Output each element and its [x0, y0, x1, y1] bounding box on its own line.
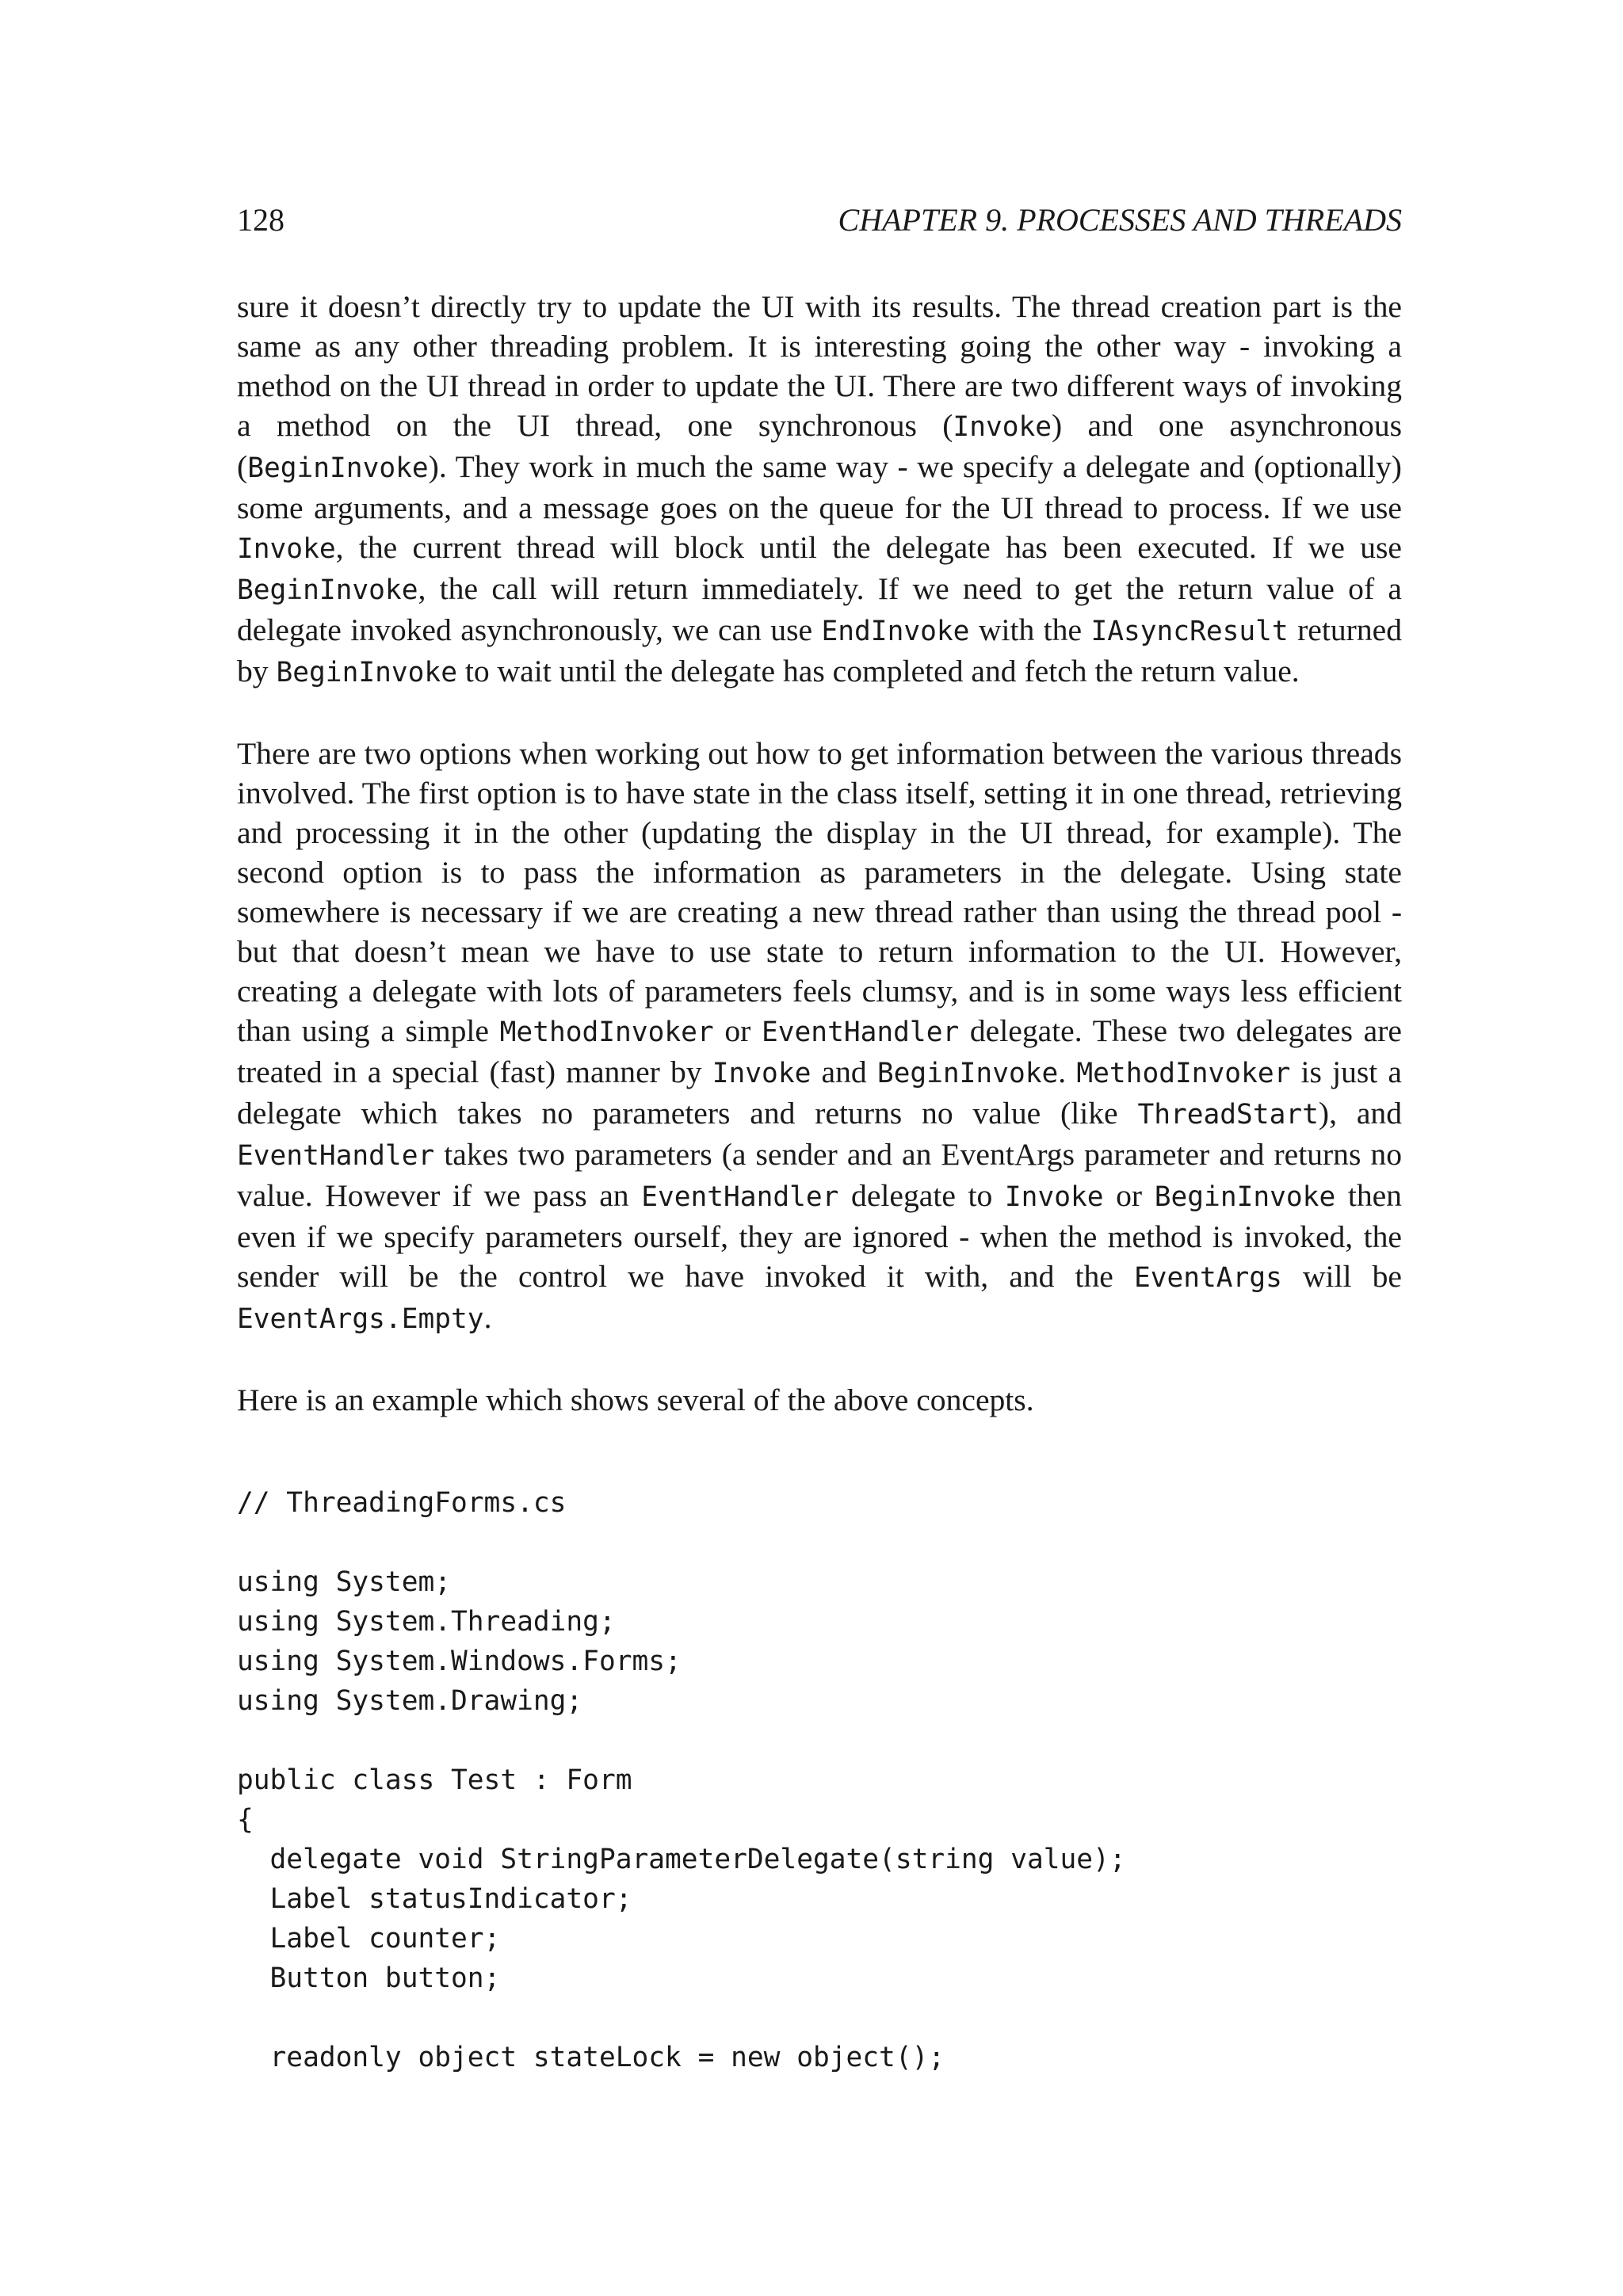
page-number: 128	[237, 202, 285, 238]
text-run: and	[811, 1055, 877, 1089]
document-page	[237, 0, 1402, 2296]
text-run: with the	[969, 612, 1091, 647]
inline-code: BeginInvoke	[276, 657, 457, 688]
text-run: ). They work in much the same way - we specify a delegate and (optionally) some arguments, and a message goes on the queue for the UI thread to process. If we use	[237, 449, 1402, 525]
code-line: using System.Threading;	[237, 1606, 616, 1638]
text-run: delegate. These two delegates are treated in a special (fast) manner by	[237, 1013, 1402, 1089]
code-line: Label counter;	[237, 1923, 501, 1955]
text-run: then even if we specify parameters ourself, they are ignored - when the method is invoked, the sender will be the control we have invoked it with, and the	[237, 1178, 1402, 1294]
text-run: ), and	[1318, 1096, 1402, 1131]
inline-code: IAsyncResult	[1090, 616, 1289, 647]
inline-code: EventArgs.Empty	[237, 1303, 484, 1335]
text-run: delegate to	[838, 1178, 1005, 1213]
code-line: using System.Windows.Forms;	[237, 1646, 682, 1677]
inline-code: EventArgs	[1133, 1262, 1282, 1294]
inline-code: BeginInvoke	[247, 452, 429, 484]
code-line: Button button;	[237, 1962, 501, 1994]
code-line: readonly object stateLock = new object();	[237, 2042, 945, 2073]
inline-code: BeginInvoke	[1154, 1181, 1336, 1213]
code-line: // ThreadingForms.cs	[237, 1487, 567, 1519]
code-line: Label statusIndicator;	[237, 1883, 632, 1915]
text-run: is just a delegate which takes no parameters and returns no value (like	[237, 1055, 1402, 1131]
code-line: using System;	[237, 1566, 452, 1598]
inline-code: MethodInvoker	[1076, 1058, 1291, 1089]
text-run: will be	[1281, 1259, 1402, 1294]
text-run: Here is an example which shows several of the above concepts.	[237, 1383, 1034, 1417]
inline-code: EventHandler	[641, 1181, 839, 1213]
text-run: , the call will return immediately. If we need to get the return value of a delegate invoked asynchronously, we can use	[237, 571, 1402, 647]
text-run: takes two parameters (a sender and an EventArgs parameter and returns no value. However if we pass an	[237, 1137, 1402, 1213]
code-line: public class Test : Form	[237, 1764, 632, 1796]
inline-code: EventHandler	[237, 1140, 435, 1172]
code-line	[237, 1998, 1402, 2038]
code-line	[237, 1523, 1402, 1562]
text-run: or	[713, 1013, 762, 1048]
code-listing	[237, 1483, 1402, 2077]
inline-code: EndInvoke	[821, 616, 970, 647]
inline-code: MethodInvoker	[499, 1016, 714, 1048]
paragraph-example-intro	[237, 1380, 1402, 1420]
inline-code: Invoke	[712, 1058, 812, 1089]
text-run: , the current thread will block until the delegate has been executed. If we use	[335, 530, 1402, 565]
text-run: .	[1058, 1055, 1077, 1089]
inline-code: Invoke	[953, 411, 1052, 443]
code-line: using System.Drawing;	[237, 1685, 583, 1717]
code-line: delegate void StringParameterDelegate(string value);	[237, 1844, 1126, 1875]
paragraph-threading-ui	[237, 287, 1402, 692]
code-line: {	[237, 1804, 254, 1836]
text-run: to wait until the delegate has completed and fetch the return value.	[456, 654, 1300, 688]
inline-code: EventHandler	[761, 1016, 960, 1048]
inline-code: ThreadStart	[1137, 1099, 1319, 1131]
paragraph-state-options	[237, 734, 1402, 1339]
inline-code: Invoke	[237, 533, 336, 565]
inline-code: Invoke	[1004, 1181, 1104, 1213]
text-run: .	[483, 1300, 492, 1335]
text-run: or	[1103, 1178, 1155, 1213]
text-run: sure it doesn’t directly try to update the UI with its results. The thread creation part is the same as any other threading problem. It is interesting going the other way - invoking a method on the UI thread in order to update the UI. There are two different ways of invoking a method on the UI thread, one synchronous (	[237, 289, 1402, 443]
running-header	[237, 198, 1402, 242]
text-run: returned by	[237, 612, 1402, 688]
text-run: There are two options when working out how to get information between the various threads involved. The first option is to have state in the class itself, setting it in one thread, retrieving and processing it in the other (updating the display in the UI thread, for example). The second option is to pass the information as parameters in the delegate. Using state somewhere is necessary if we are creating a new thread rather than using the thread pool - but that doesn’t mean we have to use state to return information to the UI. However, creating a delegate with lots of parameters feels clumsy, and is in some ways less efficient than using a simple	[237, 736, 1402, 1048]
chapter-title: CHAPTER 9. PROCESSES AND THREADS	[838, 202, 1402, 238]
code-line	[237, 1721, 1402, 1760]
body-text	[237, 287, 1402, 1420]
inline-code: BeginInvoke	[876, 1058, 1059, 1089]
text-run: ) and one asynchronous (	[237, 408, 1403, 484]
inline-code: BeginInvoke	[237, 574, 418, 606]
